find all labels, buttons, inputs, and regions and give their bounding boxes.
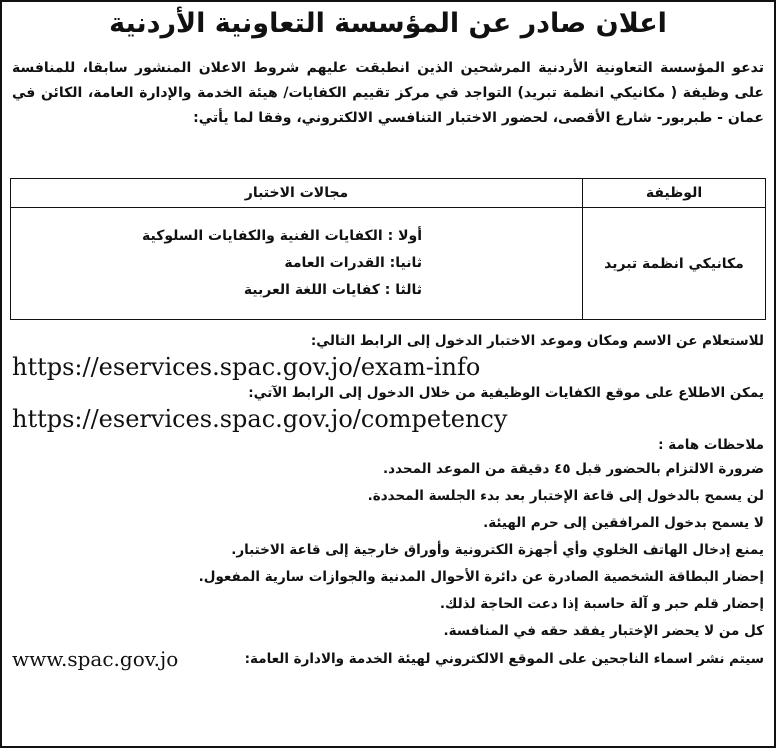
note-item: إحضار البطاقة الشخصية الصادرة عن دائرة الأحوال المدنية والجوازات سارية المفعول. <box>198 569 764 585</box>
note-item: لا يسمح بدخول المرافقين إلى حرم الهيئة. <box>483 515 764 531</box>
exam-fields-cell <box>11 208 583 320</box>
competency-label: يمكن الاطلاع على موقع الكفايات الوظيفية من خلال الدخول إلى الرابط الآتي: <box>248 385 764 401</box>
exam-info-label: للاستعلام عن الاسم ومكان وموعد الاختبار الدخول إلى الرابط التالي: <box>310 333 764 349</box>
notes-title: ملاحظات هامة : <box>658 437 764 453</box>
header-job: الوظيفة <box>583 179 766 208</box>
results-note-text: سيتم نشر اسماء الناجحين على الموقع الالكتروني لهيئة الخدمة والادارة العامة: <box>244 651 764 667</box>
exam-table <box>10 178 766 320</box>
exam-field-2: ثانيا: القدرات العامة <box>284 255 422 271</box>
note-item: إحضار قلم حبر و آلة حاسبة إذا دعت الحاجة لذلك. <box>439 596 764 612</box>
exam-field-3: ثالثا : كفايات اللغة العربية <box>243 282 422 298</box>
spac-website-link[interactable]: www.spac.gov.jo <box>12 647 179 671</box>
competency-link[interactable]: https://eservices.spac.gov.jo/competency <box>12 405 508 433</box>
exam-info-link[interactable]: https://eservices.spac.gov.jo/exam-info <box>12 353 481 381</box>
intro-paragraph <box>2 44 774 162</box>
note-item: ضرورة الالتزام بالحضور قبل ٤٥ دقيقة من الموعد المحدد. <box>383 461 764 477</box>
note-item: لن يسمح بالدخول إلى قاعة الإختبار بعد بدء الجلسة المحددة. <box>367 488 764 504</box>
header-fields: مجالات الاختبار <box>11 179 583 208</box>
note-item: كل من لا يحضر الإختبار يفقد حقه في المنافسة. <box>443 623 764 639</box>
table-row <box>11 208 766 320</box>
page-title: اعلان صادر عن المؤسسة التعاونية الأردنية <box>109 8 667 39</box>
exam-field-1: أولا : الكفايات الفنية والكفايات السلوكية <box>141 228 422 244</box>
results-note <box>12 645 764 673</box>
intro-text: تدعو المؤسسة التعاونية الأردنية المرشحين الذين انطبقت عليهم شروط الاعلان المنشور سابقا، للمنافسة على وظيفة ( مكانيكي انظمة تبريد) التواجد في مركز تقييم الكفايات/ هيئة الخدمة والإدارة العامة، الكائن في عمان - طبربور- شارع الأقصى، لحضور الاختبار التنافسي الالكتروني، وفقا لما يأتي: <box>12 60 764 126</box>
note-item: يمنع إدخال الهاتف الخلوي وأي أجهزة الكترونية وأوراق خارجية إلى قاعة الاختبار. <box>231 542 764 558</box>
table-header-row <box>11 179 766 208</box>
details-section <box>12 330 764 673</box>
job-title-cell: مكانيكي انظمة تبريد <box>583 208 766 320</box>
